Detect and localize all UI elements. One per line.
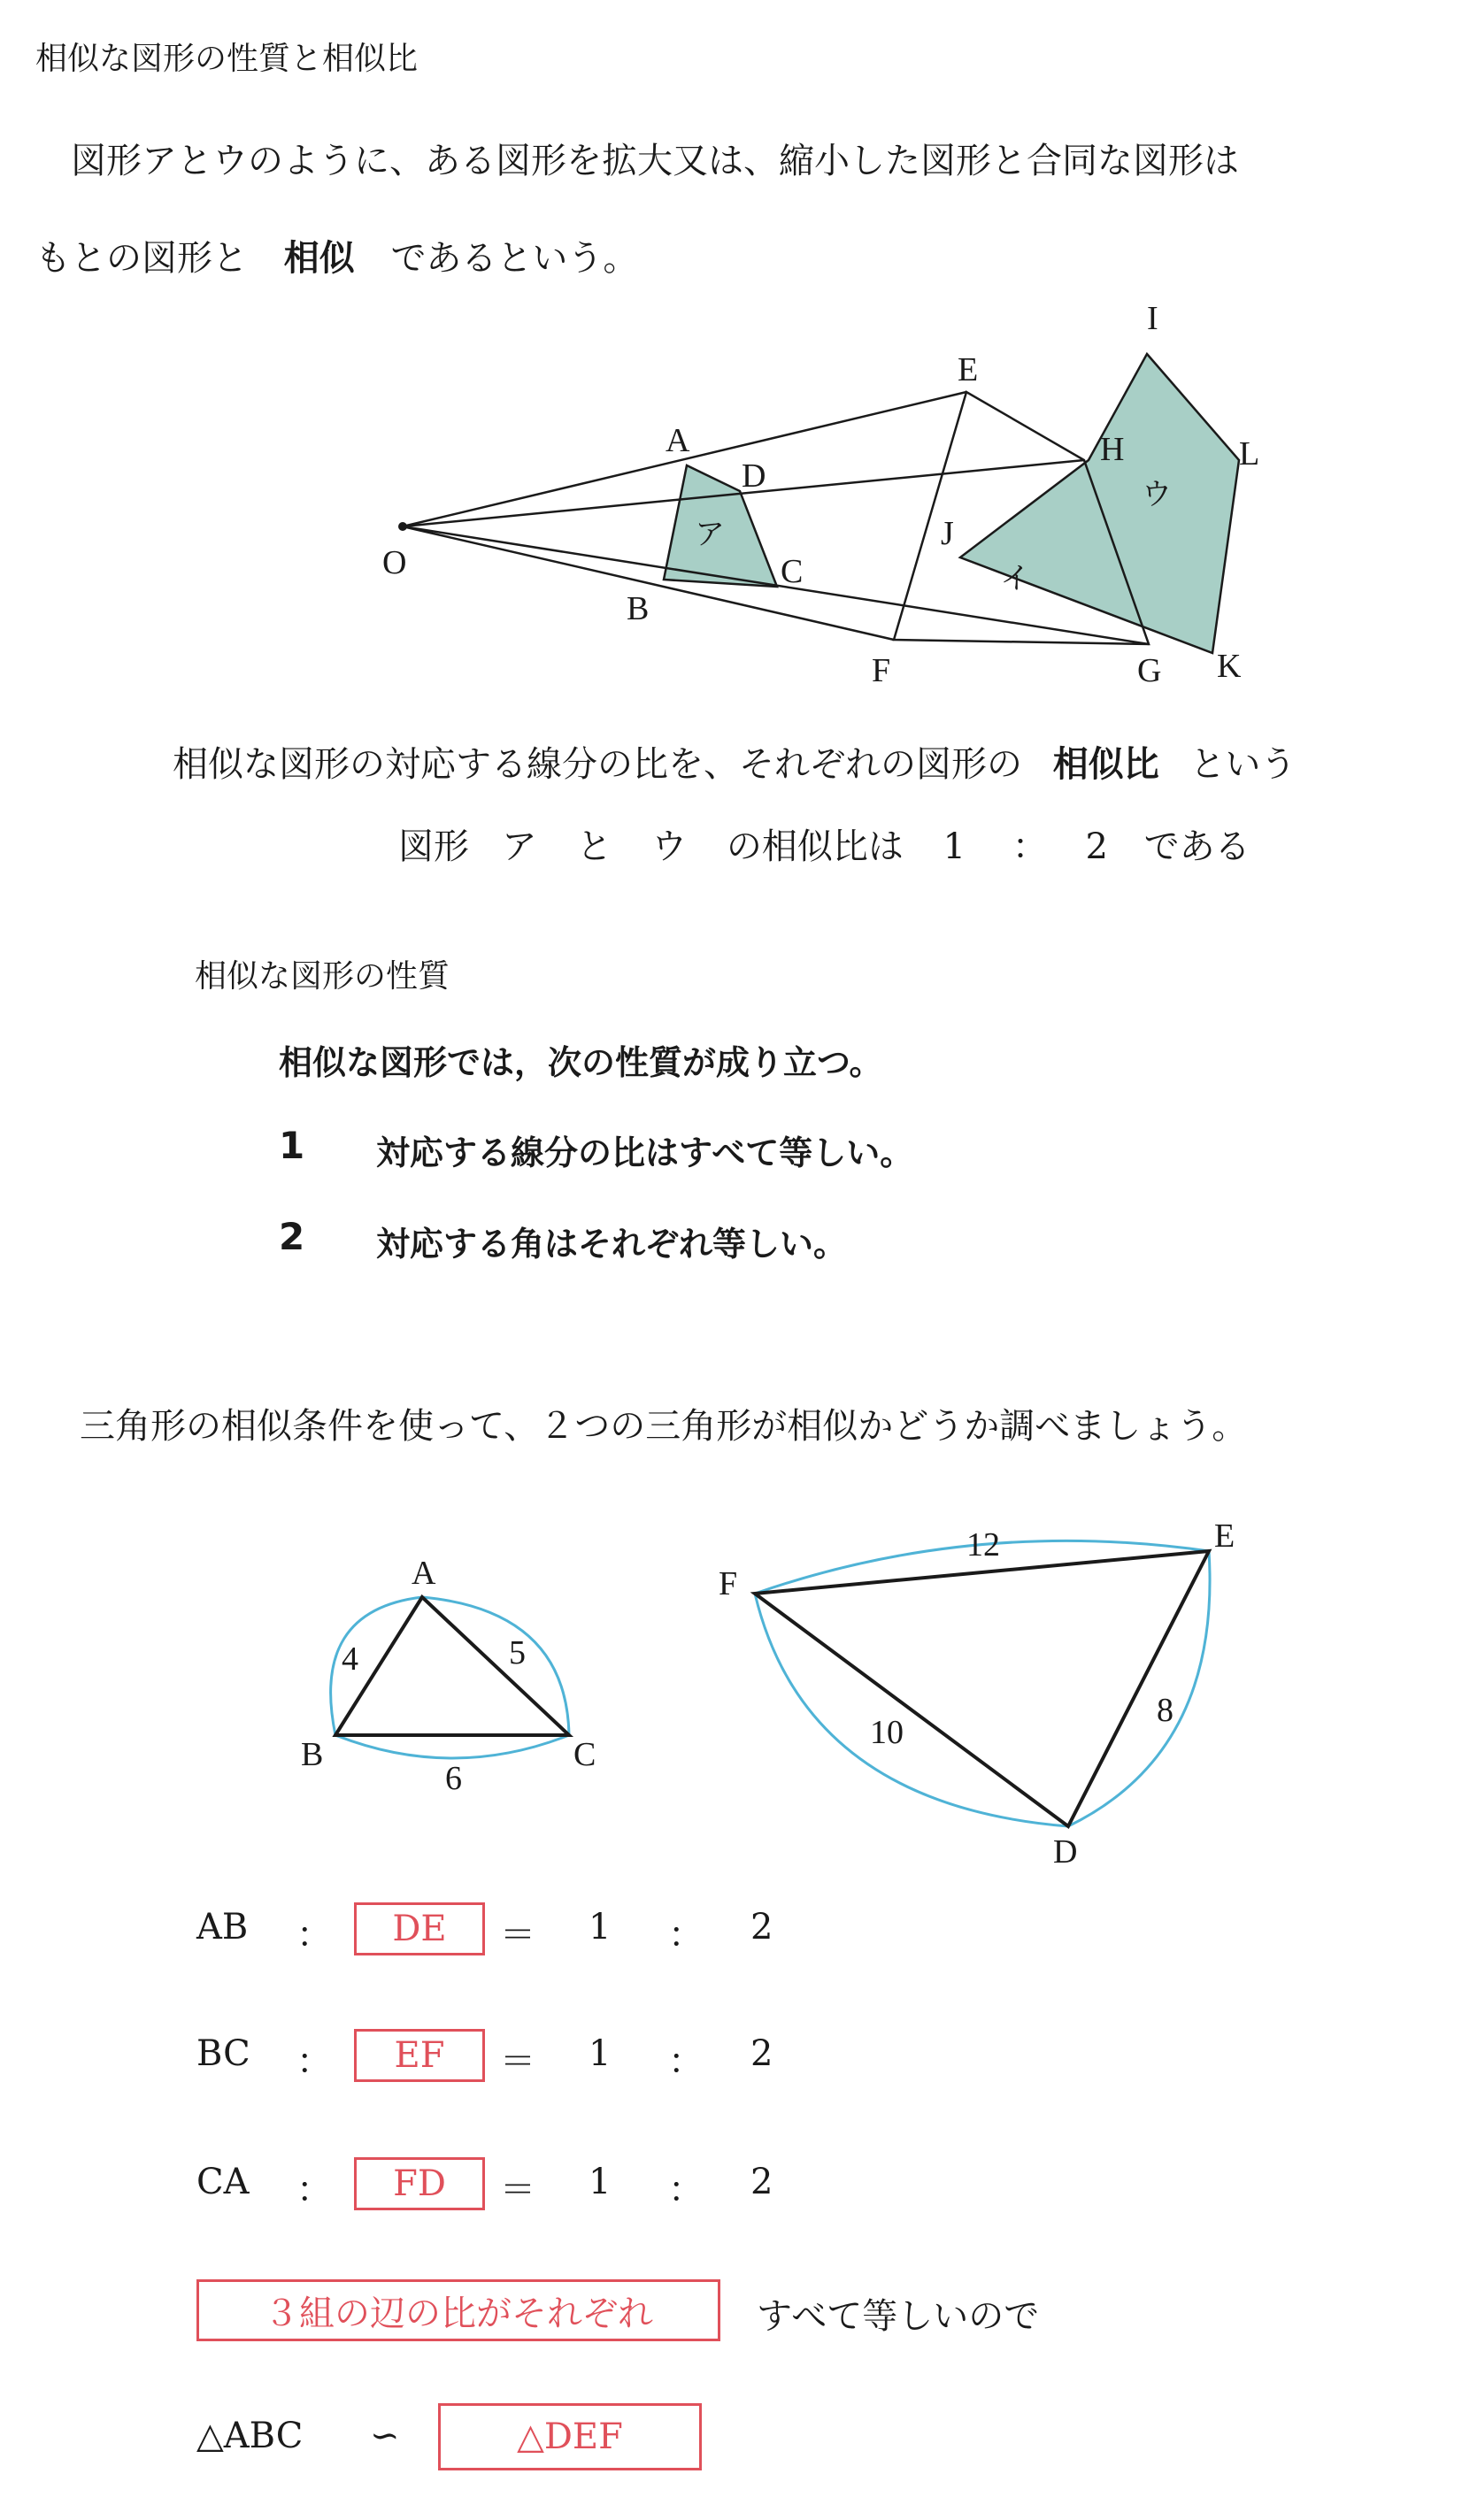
- label-h: H: [1100, 431, 1125, 468]
- property-2-text: 対応する角はそれぞれ等しい。: [376, 1225, 848, 1264]
- ratio-a: 1: [589, 2162, 612, 2202]
- label-d: D: [742, 457, 766, 495]
- page-title: 相似な図形の性質と相似比: [35, 41, 419, 77]
- exercise-instruction: 三角形の相似条件を使って、２つの三角形が相似かどうか調べましょう。: [80, 1406, 1248, 1447]
- len-ed: 8: [1157, 1692, 1173, 1729]
- homothety-figure: [0, 292, 1462, 699]
- term-soji: 相似: [283, 238, 355, 279]
- ratio-def-pre: 相似な図形の対応する線分の比を、それぞれの図形の: [173, 744, 1022, 785]
- properties-lead: 相似な図形では，次の性質が成り立つ。: [279, 1043, 883, 1082]
- answer-box-ef: EF: [354, 2029, 485, 2082]
- ratio-colon-1: ：: [296, 1915, 332, 1955]
- ratio-ex-n1: 1: [943, 826, 966, 867]
- ratio-ex-w3: の相似比は: [726, 826, 904, 867]
- ratio-a: 1: [589, 2033, 612, 2074]
- triangle-def: [755, 1551, 1209, 1826]
- intro-line-2-pre: もとの図形と: [35, 238, 248, 279]
- answer-box-fd: FD: [354, 2157, 485, 2210]
- property-1-text: 対応する線分の比はすべて等しい。: [376, 1133, 914, 1172]
- ratio-colon-2: ：: [668, 2041, 704, 2082]
- label-c: C: [781, 553, 804, 590]
- ratio-b: 2: [750, 2162, 773, 2202]
- label-tri-b: B: [301, 1736, 324, 1773]
- label-a: A: [666, 422, 690, 459]
- similar-symbol: ∽: [370, 2416, 400, 2456]
- ratio-definition: [173, 736, 1296, 787]
- ratio-b: 2: [750, 2033, 773, 2074]
- intro-line-1: 図形アとウのように、ある図形を拡大又は、縮小した図形と合同な図形は: [71, 141, 1239, 181]
- label-b: B: [627, 590, 650, 627]
- ratio-left: BC: [196, 2033, 250, 2074]
- ratio-example: [398, 818, 1250, 869]
- ratio-left: CA: [196, 2162, 250, 2202]
- property-1-num: 1: [279, 1124, 305, 1167]
- shape-label-a: ア: [695, 517, 725, 552]
- len-fe: 12: [966, 1526, 1000, 1563]
- label-g: G: [1137, 652, 1162, 689]
- intro-line-2-post: であるという。: [390, 238, 639, 279]
- intro-line-2: [35, 230, 638, 280]
- label-tri-d: D: [1053, 1833, 1078, 1871]
- conclusion-left: △ABC: [196, 2416, 304, 2456]
- ratio-ex-w4: である: [1143, 826, 1250, 867]
- label-f: F: [872, 652, 891, 689]
- label-l: L: [1239, 435, 1260, 472]
- label-i: I: [1147, 300, 1158, 337]
- label-tri-a: A: [412, 1555, 436, 1592]
- properties-title: 相似な図形の性質: [195, 958, 450, 995]
- triangle-abc: [335, 1597, 569, 1735]
- ratio-eq: ＝: [500, 1915, 535, 1955]
- ratio-colon-1: ：: [296, 2170, 332, 2210]
- len-ac: 5: [509, 1634, 526, 1671]
- label-tri-f: F: [719, 1565, 738, 1602]
- ratio-colon-1: ：: [296, 2041, 332, 2082]
- properties-box: [265, 1026, 1027, 1283]
- label-tri-c: C: [573, 1736, 596, 1773]
- ratio-ex-s2: ウ: [651, 826, 688, 867]
- label-k: K: [1217, 648, 1242, 685]
- label-o: O: [382, 544, 407, 581]
- term-sojihi: 相似比: [1052, 744, 1159, 785]
- shape-label-i: イ: [1000, 561, 1030, 596]
- arc-bc: [335, 1735, 569, 1758]
- ratio-ex-n2: 2: [1085, 826, 1108, 867]
- ratio-colon-2: ：: [668, 2170, 704, 2210]
- shape-label-u: ウ: [1142, 477, 1172, 512]
- property-2-num: 2: [279, 1215, 305, 1258]
- ratio-ex-w2: と: [576, 826, 612, 867]
- ratio-def-post: という: [1189, 744, 1297, 785]
- label-tri-e: E: [1214, 1517, 1235, 1555]
- point-o: [398, 522, 407, 531]
- answer-box-condition: ３組の辺の比がそれぞれ: [196, 2279, 720, 2341]
- label-e: E: [958, 351, 979, 388]
- len-fd: 10: [870, 1714, 904, 1751]
- answer-box-de: DE: [354, 1902, 485, 1955]
- triangles-figure: [0, 1487, 1462, 1876]
- len-bc: 6: [445, 1760, 462, 1797]
- label-j: J: [941, 515, 954, 552]
- ratio-ex-colon: ：: [1012, 826, 1048, 867]
- ratio-colon-2: ：: [668, 1915, 704, 1955]
- ratio-eq: ＝: [500, 2170, 535, 2210]
- answer-box-triangle: △DEF: [438, 2403, 702, 2470]
- ratio-ex-w1: 図形: [398, 826, 469, 867]
- ratio-eq: ＝: [500, 2041, 535, 2082]
- ratio-a: 1: [589, 1907, 612, 1948]
- ratio-left: AB: [196, 1907, 249, 1948]
- ratio-ex-s1: ア: [501, 826, 537, 867]
- condition-post: すべて等しいので: [757, 2296, 1040, 2337]
- len-ab: 4: [342, 1640, 358, 1678]
- ratio-b: 2: [750, 1907, 773, 1948]
